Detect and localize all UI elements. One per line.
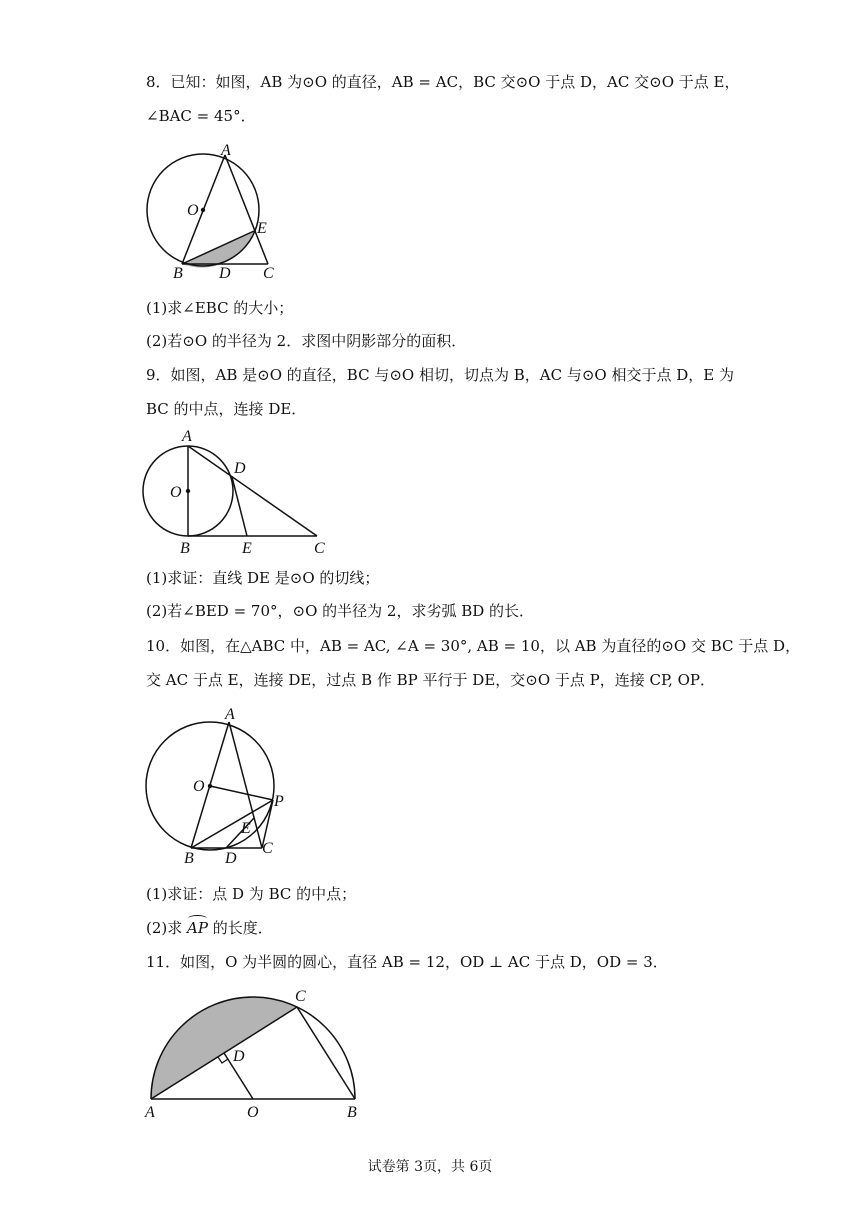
q9-label-B: B	[180, 540, 190, 557]
q11-figure	[140, 985, 370, 1125]
q9-text-line2: BC 的中点，连接 DE．	[146, 400, 307, 418]
page-footer: 试卷第 3页，共 6页	[367, 1159, 493, 1175]
q10-label-C: C	[262, 840, 273, 857]
q10-label-P: P	[274, 793, 284, 810]
q8-center-dot	[201, 208, 205, 212]
q11-label-C: C	[295, 988, 306, 1005]
q11-label-D: D	[233, 1048, 245, 1065]
q8-figure	[140, 140, 290, 285]
q9-label-E: E	[242, 540, 252, 557]
q10-label-O: O	[193, 778, 205, 795]
q8-text-line1: 8．已知：如图，AB 为⊙O 的直径，AB = AC，BC 交⊙O 于点 D，AC 交⊙O 于点 E，	[146, 73, 740, 91]
q10-part2	[146, 918, 273, 938]
q8-label-O: O	[187, 202, 199, 219]
q9-figure	[140, 425, 340, 560]
q10-figure	[140, 700, 300, 870]
q11-label-A: A	[145, 1104, 155, 1121]
q9-text-line1: 9．如图，AB 是⊙O 的直径，BC 与⊙O 相切，切点为 B，AC 与⊙O 相交于点 D，E 为	[146, 366, 734, 384]
q10-label-D: D	[225, 850, 237, 867]
q8-label-B: B	[173, 265, 183, 282]
q11-text-line1: 11．如图，O 为半圆的圆心，直径 AB = 12，OD ⊥ AC 于点 D，OD = 3．	[146, 953, 668, 971]
q9-center-dot	[186, 489, 190, 493]
q10-text-line2: 交 AC 于点 E，连接 DE，过点 B 作 BP 平行于 DE，交⊙O 于点 P，连接 CP, OP．	[146, 671, 715, 689]
q9-segment-AC	[188, 446, 317, 536]
q10-label-B: B	[184, 850, 194, 867]
q11-label-B: B	[347, 1104, 357, 1121]
q8-label-D: D	[219, 265, 231, 282]
q9-part1: (1)求证：直线 DE 是⊙O 的切线；	[146, 569, 380, 587]
q9-label-A: A	[182, 428, 192, 445]
q8-part2: (2)若⊙O 的半径为 2．求图中阴影部分的面积．	[146, 332, 467, 350]
q8-text-line2: ∠BAC = 45°．	[146, 107, 256, 125]
q9-part2: (2)若∠BED = 70°，⊙O 的半径为 2，求劣弧 BD 的长．	[146, 602, 535, 620]
q11-shaded-segment	[151, 997, 297, 1099]
q10-text-line1: 10．如图，在△ABC 中，AB = AC, ∠A = 30°, AB = 10，以 AB 为直径的⊙O 交 BC 于点 D，	[146, 637, 801, 655]
q10-part2-prefix: (2)求	[146, 919, 183, 937]
q10-part1: (1)求证：点 D 为 BC 的中点；	[146, 885, 357, 903]
q10-label-A: A	[225, 706, 235, 723]
q10-arc-AP	[187, 918, 208, 938]
q10-label-E: E	[241, 820, 251, 837]
q8-label-A: A	[221, 142, 231, 159]
q8-label-C: C	[263, 265, 274, 282]
q9-label-O: O	[170, 484, 182, 501]
q10-arc-AP-label: AP	[187, 919, 208, 937]
q9-label-D: D	[234, 460, 246, 477]
q9-label-C: C	[314, 540, 325, 557]
q8-part1: (1)求∠EBC 的大小；	[146, 299, 294, 317]
q10-segment-OP	[210, 786, 273, 800]
q11-chord-BC	[297, 1007, 355, 1099]
q10-center-dot	[208, 784, 212, 788]
q10-part2-suffix: 的长度．	[212, 919, 273, 937]
q11-label-O: O	[247, 1104, 259, 1121]
q8-label-E: E	[257, 220, 267, 237]
